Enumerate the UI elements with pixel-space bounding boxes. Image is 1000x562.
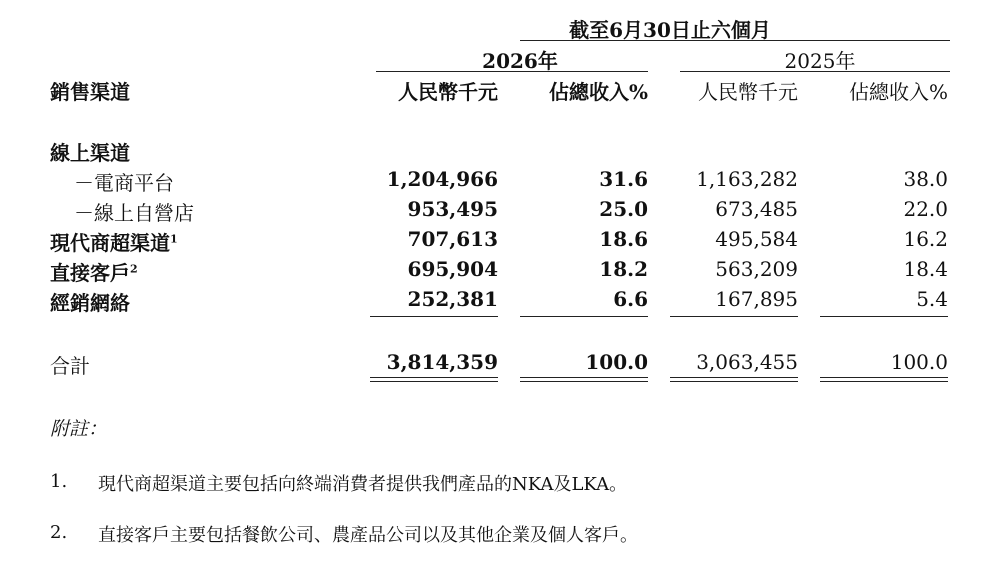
footnote-ref-1: 1 (170, 232, 178, 246)
col-header-pct-2025: 佔總收入% (848, 80, 948, 104)
total-double-rule (820, 377, 948, 378)
cell-pct-2025: 18.4 (903, 257, 948, 281)
total-double-rule (370, 381, 498, 382)
row-label-distribution: 經銷網絡 (50, 291, 130, 315)
cell-rmb-2025: 563,209 (715, 257, 798, 281)
col-header-pct-2026: 佔總收入% (548, 80, 648, 104)
cell-rmb-2026: 1,204,966 (386, 167, 498, 191)
cell-rmb-2025: 495,584 (715, 227, 798, 251)
cell-rmb-2026: 953,495 (407, 197, 498, 221)
subtotal-rule (370, 316, 498, 317)
total-pct-2026: 100.0 (585, 350, 648, 374)
subtotal-rule (670, 316, 798, 317)
cell-pct-2025: 5.4 (916, 287, 948, 311)
row-label-online: 線上渠道 (50, 141, 130, 165)
row-label-direct-customers: 直接客戶$^2$ (50, 261, 138, 285)
cell-pct-2026: 6.6 (613, 287, 648, 311)
subtotal-rule (820, 316, 948, 317)
row-label-online-store: －線上自營店 (74, 201, 194, 225)
note-number: 2. (50, 522, 68, 543)
row-label-supermarket: 現代商超渠道$^1$ (50, 231, 178, 255)
cell-pct-2025: 16.2 (903, 227, 948, 251)
year-2026-heading: 2026年 (482, 49, 558, 73)
note-text: 直接客戶主要包括餐飲公司、農產品公司以及其他企業及個人客戶。 (98, 525, 638, 546)
cell-rmb-2026: 695,904 (407, 257, 498, 281)
total-rmb-2025: 3,063,455 (696, 350, 798, 374)
cell-pct-2026: 18.2 (599, 257, 648, 281)
total-rmb-2026: 3,814,359 (386, 350, 498, 374)
notes-title: 附註： (50, 418, 108, 440)
total-double-rule (520, 377, 648, 378)
col-header-channel: 銷售渠道 (50, 80, 130, 104)
cell-rmb-2026: 707,613 (407, 227, 498, 251)
year-2025-heading: 2025年 (784, 49, 856, 73)
total-double-rule (520, 381, 648, 382)
period-heading: 截至6月30日止六個月 (569, 18, 771, 42)
cell-rmb-2026: 252,381 (407, 287, 498, 311)
note-text: 現代商超渠道主要包括向終端消費者提供我們產品的NKA及LKA。 (98, 474, 628, 495)
cell-pct-2026: 25.0 (599, 197, 648, 221)
col-header-rmb-2025: 人民幣千元 (698, 80, 798, 104)
note-number: 1. (50, 471, 68, 492)
cell-pct-2026: 18.6 (599, 227, 648, 251)
cell-pct-2026: 31.6 (599, 167, 648, 191)
total-double-rule (820, 381, 948, 382)
cell-rmb-2025: 1,163,282 (696, 167, 798, 191)
subtotal-rule (520, 316, 648, 317)
year-2025-underline (680, 71, 950, 72)
row-label-ecommerce: －電商平台 (74, 171, 174, 195)
total-pct-2025: 100.0 (890, 350, 948, 374)
col-header-rmb-2026: 人民幣千元 (398, 80, 498, 104)
year-2026-underline (376, 71, 648, 72)
cell-rmb-2025: 673,485 (715, 197, 798, 221)
cell-rmb-2025: 167,895 (715, 287, 798, 311)
cell-pct-2025: 22.0 (903, 197, 948, 221)
period-underline (520, 40, 950, 41)
footnote-ref-2: 2 (130, 262, 138, 276)
total-label: 合計 (50, 354, 90, 378)
total-double-rule (670, 377, 798, 378)
cell-pct-2025: 38.0 (903, 167, 948, 191)
total-double-rule (670, 381, 798, 382)
total-double-rule (370, 377, 498, 378)
